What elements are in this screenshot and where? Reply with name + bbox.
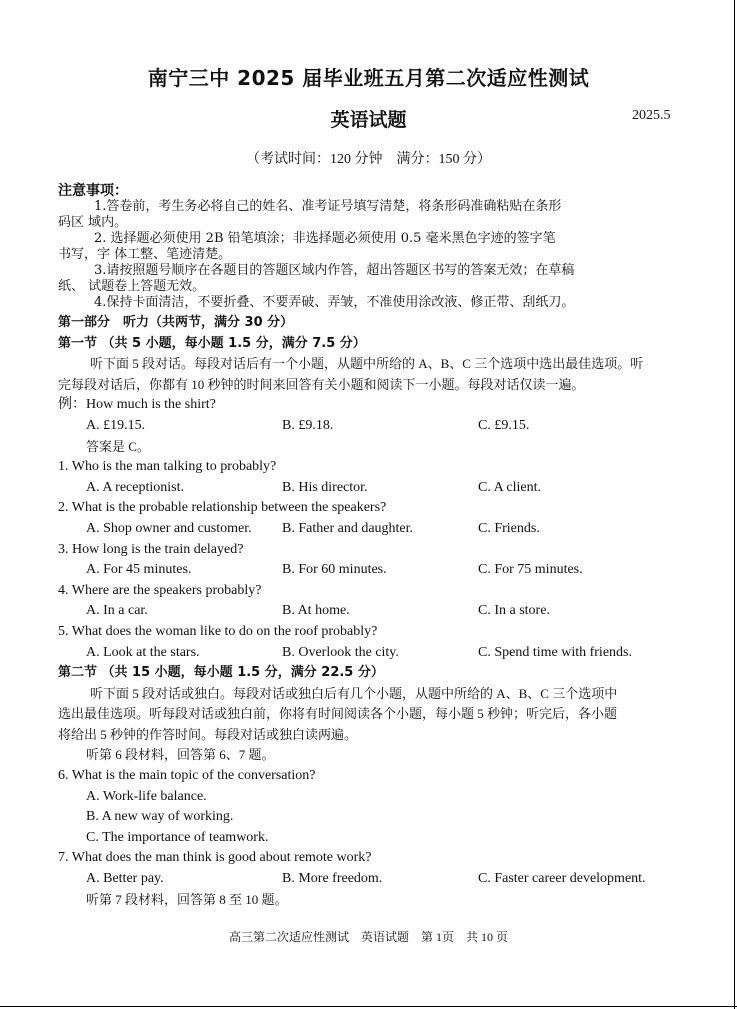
exam-info: （考试时间：120 分钟 满分：150 分） (246, 152, 491, 167)
question-5-options (58, 643, 686, 664)
option-a: A. A receptionist. (86, 479, 184, 495)
exam-title: 南宁三中 2025 届毕业班五月第二次适应性测试 (147, 66, 590, 90)
section2-instruction: 选出最佳选项。听每段对话或独白前，你将有时间阅读各个小题，每小题 5 秒钟；听完后，各小题 (58, 706, 618, 722)
question-2: 2. What is the probable relationship between the speakers? (58, 500, 387, 516)
question-4-options (58, 601, 686, 622)
notice-line: 2. 选择题必须使用 2B 铅笔填涂；非选择题必须使用 0.5 毫米黑色字迹的签字笔 (94, 231, 556, 246)
option-c: C. Faster career development. (478, 871, 646, 887)
question-6-option-a: A. Work-life balance. (86, 788, 207, 804)
option-a: A. Better pay. (86, 871, 164, 887)
section1-instruction: 完每段对话后，你都有 10 秒钟的时间来回答有关小题和阅读下一小题。每段对话仅读一遍。 (58, 376, 585, 392)
option-b: B. Father and daughter. (282, 520, 414, 536)
question-4: 4. Where are the speakers probably? (58, 582, 262, 598)
section2-instruction: 听下面 5 段对话或独白。每段对话或独白后有几个小题，从题中所给的 A、B、C 三个选项中 (90, 685, 618, 701)
example-answer: 答案是 C。 (86, 438, 150, 454)
option-b: B. For 60 minutes. (282, 562, 387, 578)
section1-heading: 第一节 （共 5 小题，每小题 1.5 分，满分 7.5 分） (58, 335, 366, 351)
question-7-options (58, 869, 686, 890)
question-5: 5. What does the woman like to do on the roof probably? (58, 623, 378, 639)
option-c: C. In a store. (478, 603, 550, 619)
question-3-options (58, 560, 686, 581)
option-b: B. More freedom. (282, 871, 383, 887)
option-a: A. £19.15. (86, 417, 146, 433)
question-7: 7. What does the man think is good about remote work? (58, 850, 372, 866)
option-a: A. Look at the stars. (86, 644, 200, 660)
exam-date: 2025.5 (632, 108, 671, 123)
question-1: 1. Who is the man talking to probably? (58, 459, 277, 475)
section1-instruction: 听下面 5 段对话。每段对话后有一个小题，从题中所给的 A、B、C 三个选项中选出最佳选项。听 (90, 356, 644, 372)
exam-content (58, 183, 686, 910)
option-c: C. A client. (478, 479, 541, 495)
option-a: A. In a car. (86, 603, 148, 619)
example-question: 例：How much is the shirt? (58, 397, 216, 413)
exam-subtitle: 英语试题 (330, 109, 407, 131)
option-b: B. Overlook the city. (282, 644, 399, 660)
material-7-note: 听第 7 段材料，回答第 8 至 10 题。 (86, 891, 288, 907)
question-6-option-b: B. A new way of working. (86, 809, 234, 825)
section2-instruction: 将给出 5 秒钟的作答时间。每段对话或独白读两遍。 (58, 726, 358, 742)
section2-heading: 第二节 （共 15 小题，每小题 1.5 分，满分 22.5 分） (58, 665, 384, 681)
question-1-options (58, 478, 686, 499)
option-a: A. Shop owner and customer. (86, 520, 252, 536)
material-6-note: 听第 6 段材料，回答第 6、7 题。 (86, 747, 275, 763)
option-b: B. £9.18. (282, 417, 334, 433)
option-c: C. Friends. (478, 520, 540, 536)
option-c: C. For 75 minutes. (478, 562, 583, 578)
notice-line: 纸、 试题卷上答题无效。 (58, 279, 206, 294)
option-c: C. £9.15. (478, 417, 530, 433)
part1-heading: 第一部分 听力（共两节，满分 30 分） (58, 315, 294, 330)
question-6-option-c: C. The importance of teamwork. (86, 829, 269, 845)
page-border-bottom (0, 1006, 737, 1007)
question-3: 3. How long is the train delayed? (58, 541, 244, 557)
notice-line: 码区 域内。 (58, 215, 128, 230)
notice-line: 书写，字 体工整、笔迹清楚。 (58, 247, 232, 262)
notice-line: 1.答卷前，考生务必将自己的姓名、准考证号填写清楚，将条形码准确粘贴在条形 (94, 199, 562, 214)
notice-line: 4.保持卡面清洁，不要折叠、不要弄破、弄皱，不准使用涂改液、修正带、刮纸刀。 (94, 295, 575, 310)
notice-heading: 注意事项： (58, 183, 128, 199)
question-6: 6. What is the main topic of the conversation? (58, 768, 316, 784)
option-c: C. Spend time with friends. (478, 644, 632, 660)
option-b: B. At home. (282, 603, 350, 619)
example-options (58, 416, 686, 437)
option-b: B. His director. (282, 479, 368, 495)
option-a: A. For 45 minutes. (86, 562, 192, 578)
page-footer: 高三第二次适应性测试 英语试题 第 1页 共 10 页 (228, 930, 508, 944)
question-2-options (58, 519, 686, 540)
notice-line: 3.请按照题号顺序在各题目的答题区域内作答，超出答题区书写的答案无效；在草稿 (94, 263, 575, 278)
